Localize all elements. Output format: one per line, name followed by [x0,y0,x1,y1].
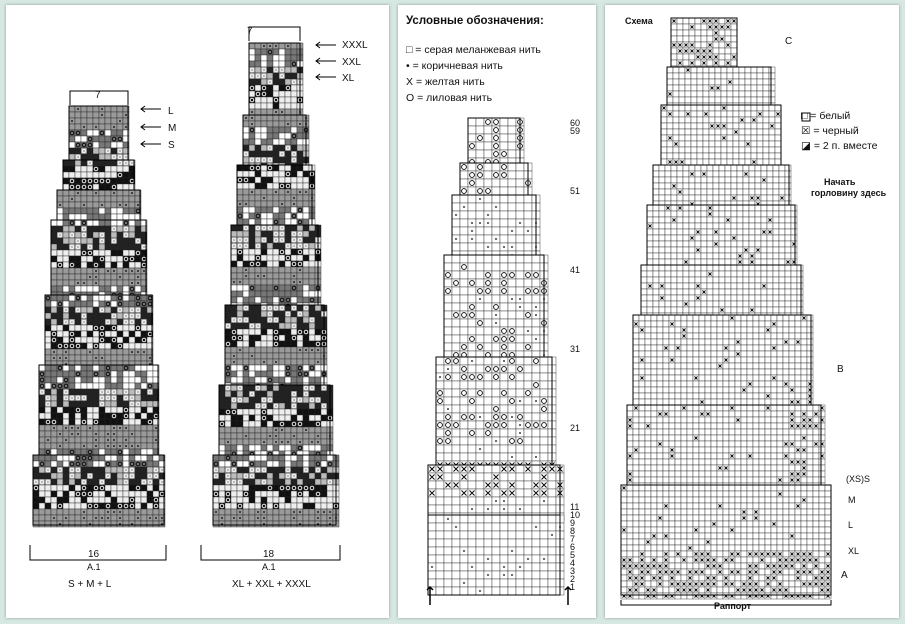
row-number: 11 [570,502,580,512]
chart1-bottom-label: 16 [88,549,100,560]
section-label-c: C [785,36,793,47]
chart1-sub-label: A.1 [87,562,101,572]
section-label-b: B [837,364,844,375]
middle-chart-panel [398,5,596,618]
legend-title: Условные обозначения: [406,15,544,27]
row-number: 8 [570,526,576,536]
row-number: 5 [570,550,576,560]
neckline-note-line2: горловину здесь [811,188,887,198]
legend-item-brown: • = коричневая нить [406,60,503,72]
chart2-size-xxxl: XXXL [342,40,368,51]
row-number: 59 [570,126,581,136]
row-number: 3 [570,566,576,576]
size-mark: L [848,520,854,530]
chart1-size-s: S [168,140,175,151]
left-charts-panel [6,5,389,618]
row-number: 9 [570,518,576,528]
legend-item-yellow: X = желтая нить [406,76,485,88]
neckline-note-line1: Начать [824,177,856,187]
legend-item-white: □ = белый [801,110,851,122]
row-number: 51 [570,186,581,196]
row-number: 4 [570,558,576,568]
chart1-size-l: L [168,106,174,117]
chart2-top-label: 7 [247,26,253,37]
right-chart-grid [605,5,899,618]
chart-title: Схема [625,16,653,26]
size-mark: XL [848,546,860,556]
chart2-size-xxl: XXL [342,57,361,68]
section-label-a: A [841,570,848,581]
size-mark: (XS)S [846,474,871,484]
chart2-size-xl: XL [342,73,355,84]
chart1-size-m: M [168,123,177,134]
row-number: 31 [570,344,581,354]
left-charts-grid [6,5,389,618]
size-mark: M [848,495,856,505]
row-number: 21 [570,423,581,433]
right-chart-panel [605,5,899,618]
chart2-sizes-caption: XL + XXL + XXXL [232,579,311,590]
legend-item-grey: □ = серая меланжевая нить [406,44,541,56]
legend-item-black: ☒ = черный [801,125,859,137]
row-number: 1 [570,582,576,592]
chart2-sub-label: A.1 [262,562,276,572]
row-number: 41 [570,265,581,275]
chart1-top-label: 7 [95,90,101,101]
row-number: 2 [570,574,576,584]
bottom-caption: Раппорт [714,601,752,611]
chart2-bottom-label: 18 [263,549,275,560]
row-number: 7 [570,534,576,544]
row-number: 10 [570,510,581,520]
legend-item-decrease: ◪ = 2 п. вместе [801,140,878,152]
row-number: 60 [570,118,581,128]
legend-item-lilac: O = лиловая нить [406,92,493,104]
row-number: 6 [570,542,576,552]
chart1-sizes-caption: S + M + L [68,579,112,590]
